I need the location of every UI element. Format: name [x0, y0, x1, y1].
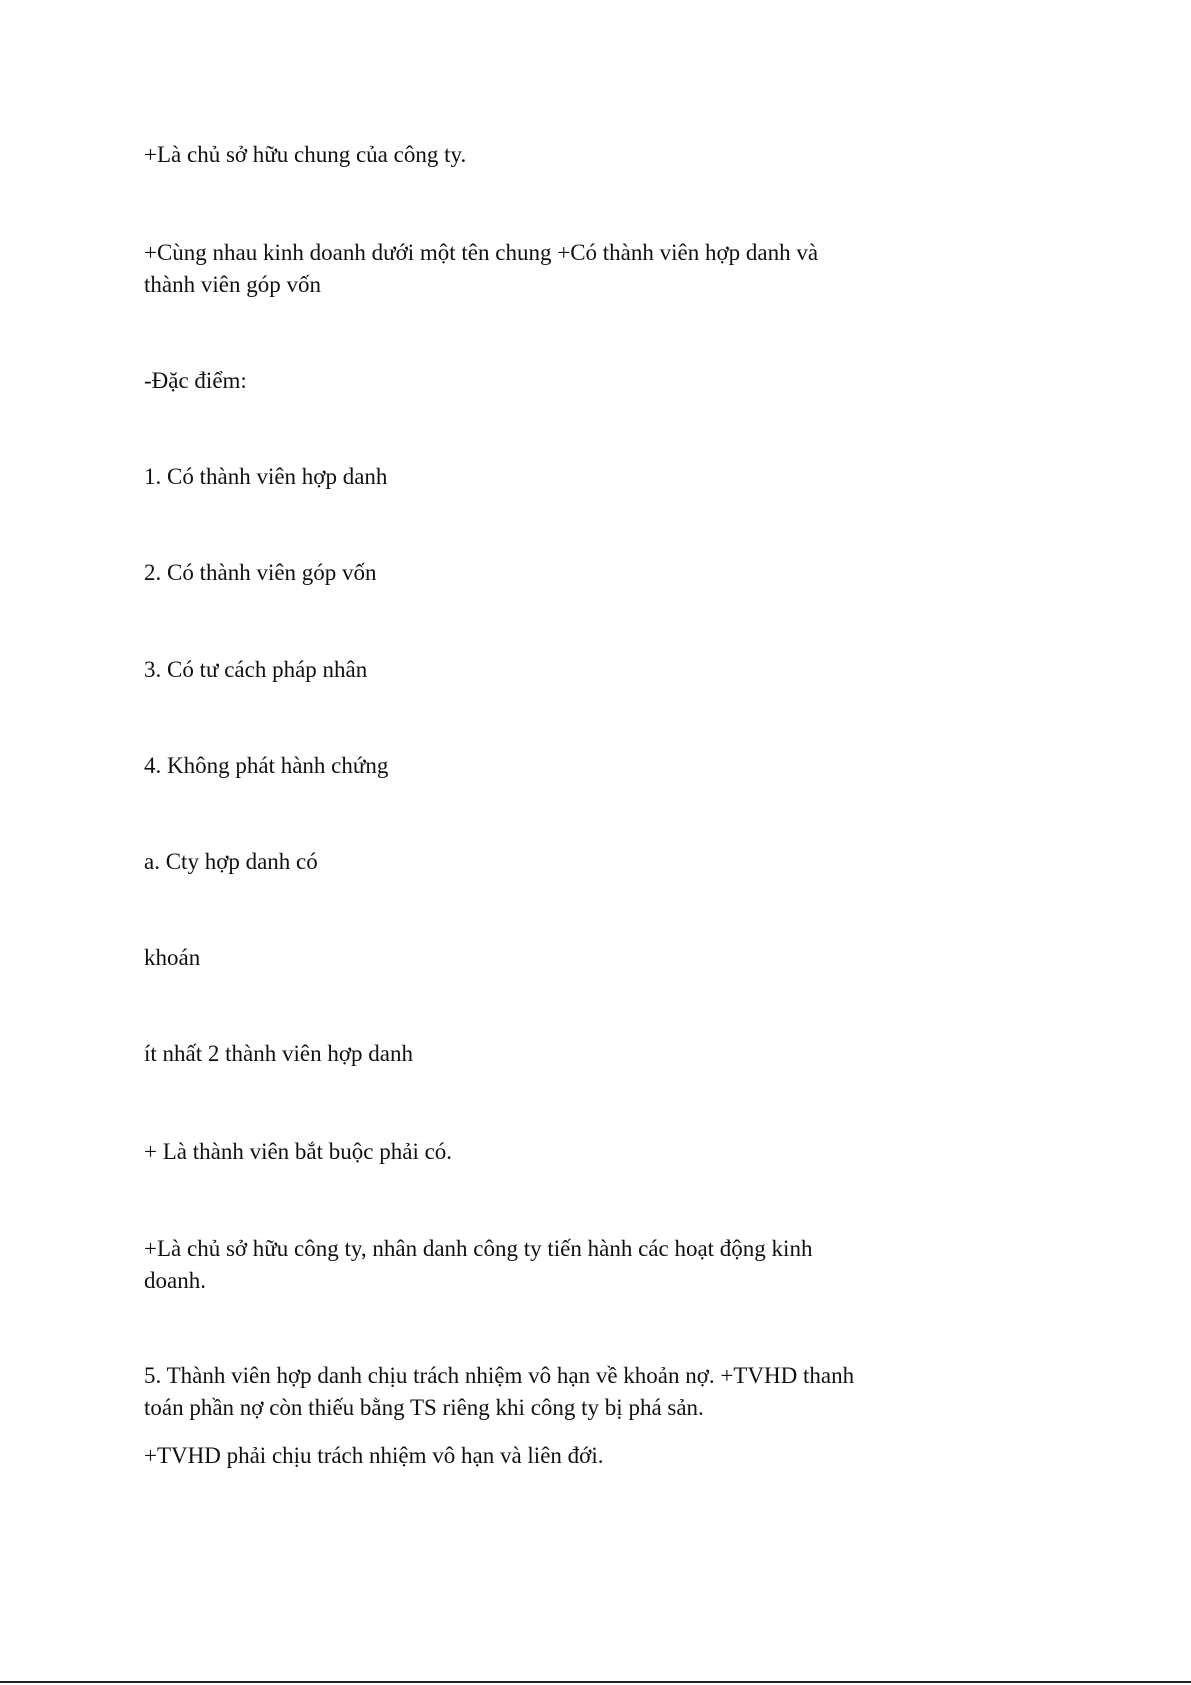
paragraph-min-members: ít nhất 2 thành viên hợp danh: [144, 1041, 413, 1066]
paragraph-item-3: 3. Có tư cách pháp nhân: [144, 657, 368, 682]
paragraph-characteristics-heading: -Đặc điểm:: [144, 368, 247, 393]
paragraph-item-1: 1. Có thành viên hợp danh: [144, 464, 388, 489]
paragraph-item-5: 5. Thành viên hợp danh chịu trách nhiệm vô hạn về khoản nợ. +TVHD thanh toán phần nợ còn thiếu bằng TS riêng khi công ty bị phá sản.: [144, 1363, 855, 1420]
bottom-border-line: [0, 1681, 1191, 1683]
paragraph-owner: +Là chủ sở hữu chung của công ty.: [144, 142, 467, 167]
paragraph-item-a: a. Cty hợp danh có: [144, 849, 318, 874]
paragraph-khoan: khoán: [144, 945, 201, 970]
paragraph-item-4: 4. Không phát hành chứng: [144, 753, 389, 778]
paragraph-joint-liability: +TVHD phải chịu trách nhiệm vô hạn và liên đới.: [144, 1443, 604, 1468]
paragraph-mandatory-member: + Là thành viên bắt buộc phải có.: [144, 1139, 453, 1164]
paragraph-item-2: 2. Có thành viên góp vốn: [144, 560, 377, 585]
paragraph-owner-business: +Là chủ sở hữu công ty, nhân danh công ty tiến hành các hoạt động kinh doanh.: [144, 1236, 813, 1293]
paragraph-common-name: +Cùng nhau kinh doanh dưới một tên chung +Có thành viên hợp danh và thành viên góp vốn: [144, 240, 819, 297]
